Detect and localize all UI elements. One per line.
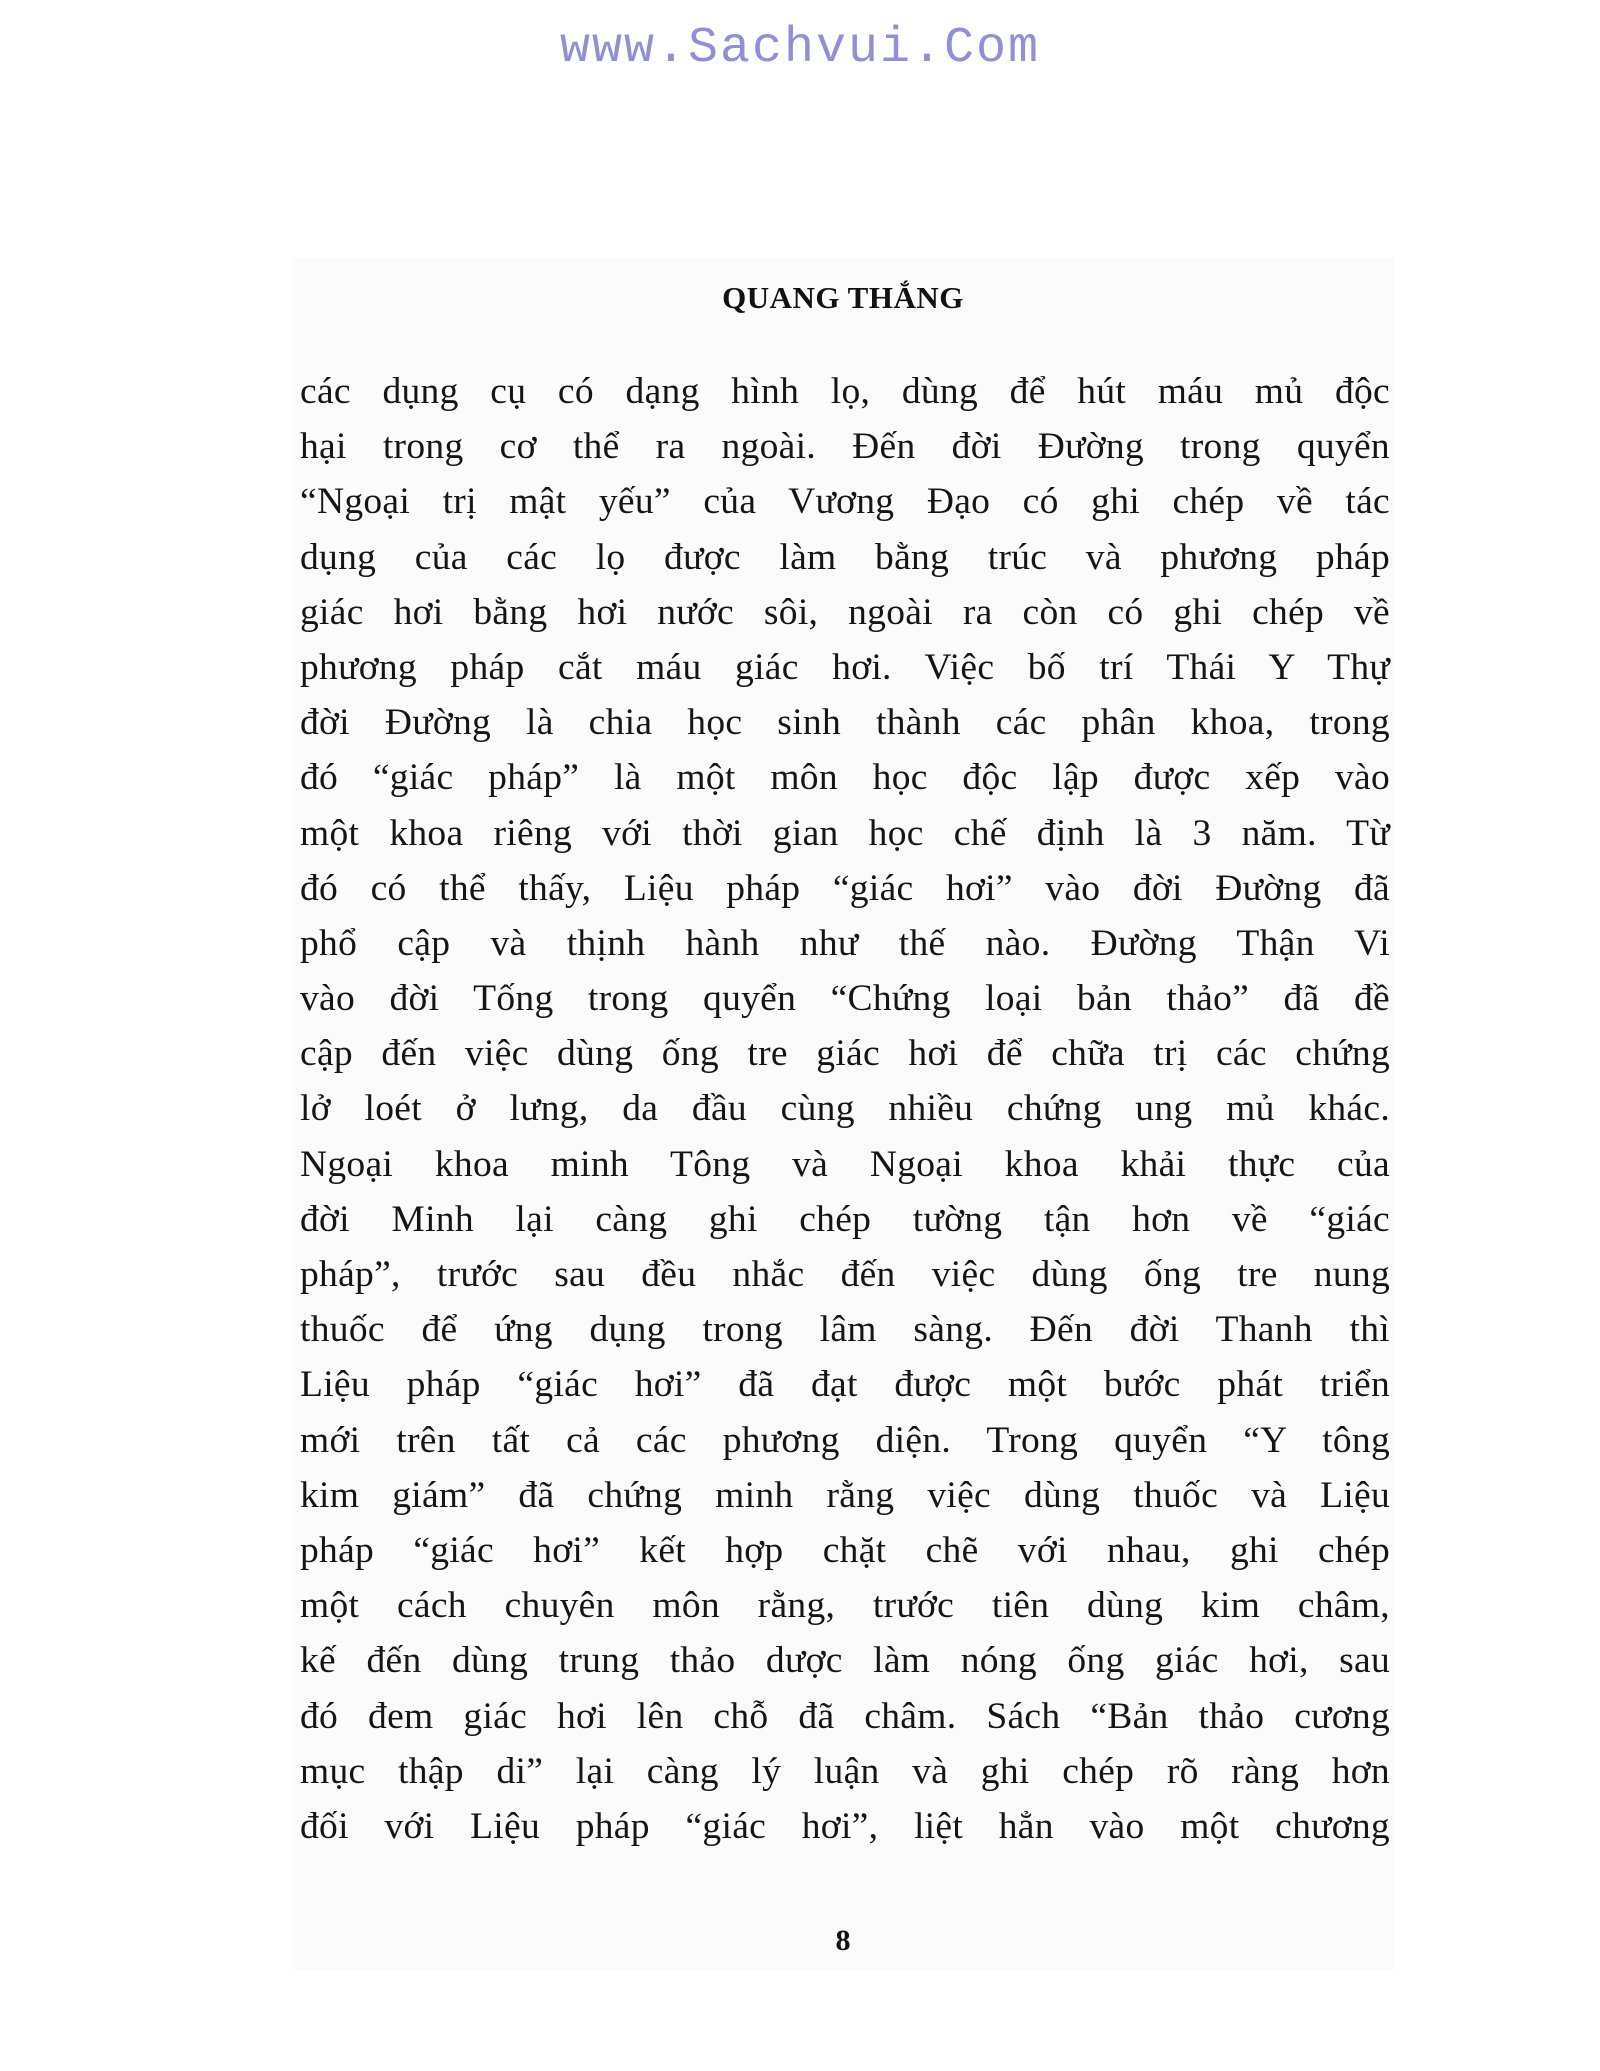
body-text xyxy=(300,364,1390,1854)
text-line: cập đến việc dùng ống tre giác hơi để chữa trị các chứng xyxy=(300,1033,1390,1075)
text-line: kim giám” đã chứng minh rằng việc dùng thuốc và Liệu xyxy=(300,1474,1390,1516)
text-line: pháp “giác hơi” kết hợp chặt chẽ với nhau, ghi chép xyxy=(300,1529,1390,1571)
text-line: thuốc để ứng dụng trong lâm sàng. Đến đời Thanh thì xyxy=(300,1309,1390,1351)
text-line: “Ngoại trị mật yếu” của Vương Đạo có ghi chép về tác xyxy=(300,481,1390,523)
text-line: dụng của các lọ được làm bằng trúc và phương pháp xyxy=(300,536,1390,578)
running-header: QUANG THẮNG xyxy=(722,280,964,315)
text-line: Ngoại khoa minh Tông và Ngoại khoa khải thực của xyxy=(300,1143,1390,1185)
text-line: đó đem giác hơi lên chỗ đã châm. Sách “Bản thảo cương xyxy=(300,1695,1390,1737)
text-line: kế đến dùng trung thảo dược làm nóng ống giác hơi, sau xyxy=(300,1640,1390,1682)
text-line: phương pháp cắt máu giác hơi. Việc bố trí Thái Y Thự xyxy=(300,646,1390,688)
text-line: các dụng cụ có dạng hình lọ, dùng để hút máu mủ độc xyxy=(300,371,1390,412)
text-line: đời Đường là chia học sinh thành các phân khoa, trong xyxy=(300,702,1390,744)
page-number: 8 xyxy=(835,1924,851,1957)
text-line: đời Minh lại càng ghi chép tường tận hơn về “giác xyxy=(300,1198,1390,1240)
text-line: mục thập di” lại càng lý luận và ghi chép rõ ràng hơn xyxy=(300,1750,1390,1792)
text-line: đối với Liệu pháp “giác hơi”, liệt hẳn vào một chương xyxy=(300,1805,1390,1847)
text-line: vào đời Tống trong quyển “Chứng loại bản thảo” đã đề xyxy=(300,978,1390,1020)
text-line: một cách chuyên môn rằng, trước tiên dùng kim châm, xyxy=(300,1585,1390,1627)
text-line: pháp”, trước sau đều nhắc đến việc dùng ống tre nung xyxy=(300,1254,1390,1295)
watermark-text: www.Sachvui.Com xyxy=(559,20,1041,77)
text-line: một khoa riêng với thời gian học chế định là 3 năm. Từ xyxy=(300,812,1390,854)
text-line: đó có thể thấy, Liệu pháp “giác hơi” vào đời Đường đã xyxy=(300,867,1390,909)
text-line: giác hơi bằng hơi nước sôi, ngoài ra còn có ghi chép về xyxy=(300,591,1390,633)
text-line: lở loét ở lưng, da đầu cùng nhiều chứng ung mủ khác. xyxy=(300,1088,1390,1130)
book-page xyxy=(292,258,1394,1970)
text-line: hại trong cơ thể ra ngoài. Đến đời Đường trong quyển xyxy=(300,426,1390,468)
text-line: mới trên tất cả các phương diện. Trong quyển “Y tông xyxy=(300,1419,1390,1461)
text-line: đó “giác pháp” là một môn học độc lập được xếp vào xyxy=(300,757,1390,799)
text-line: phổ cập và thịnh hành như thế nào. Đường Thận Vi xyxy=(300,922,1390,964)
text-line: Liệu pháp “giác hơi” đã đạt được một bước phát triển xyxy=(300,1364,1390,1406)
